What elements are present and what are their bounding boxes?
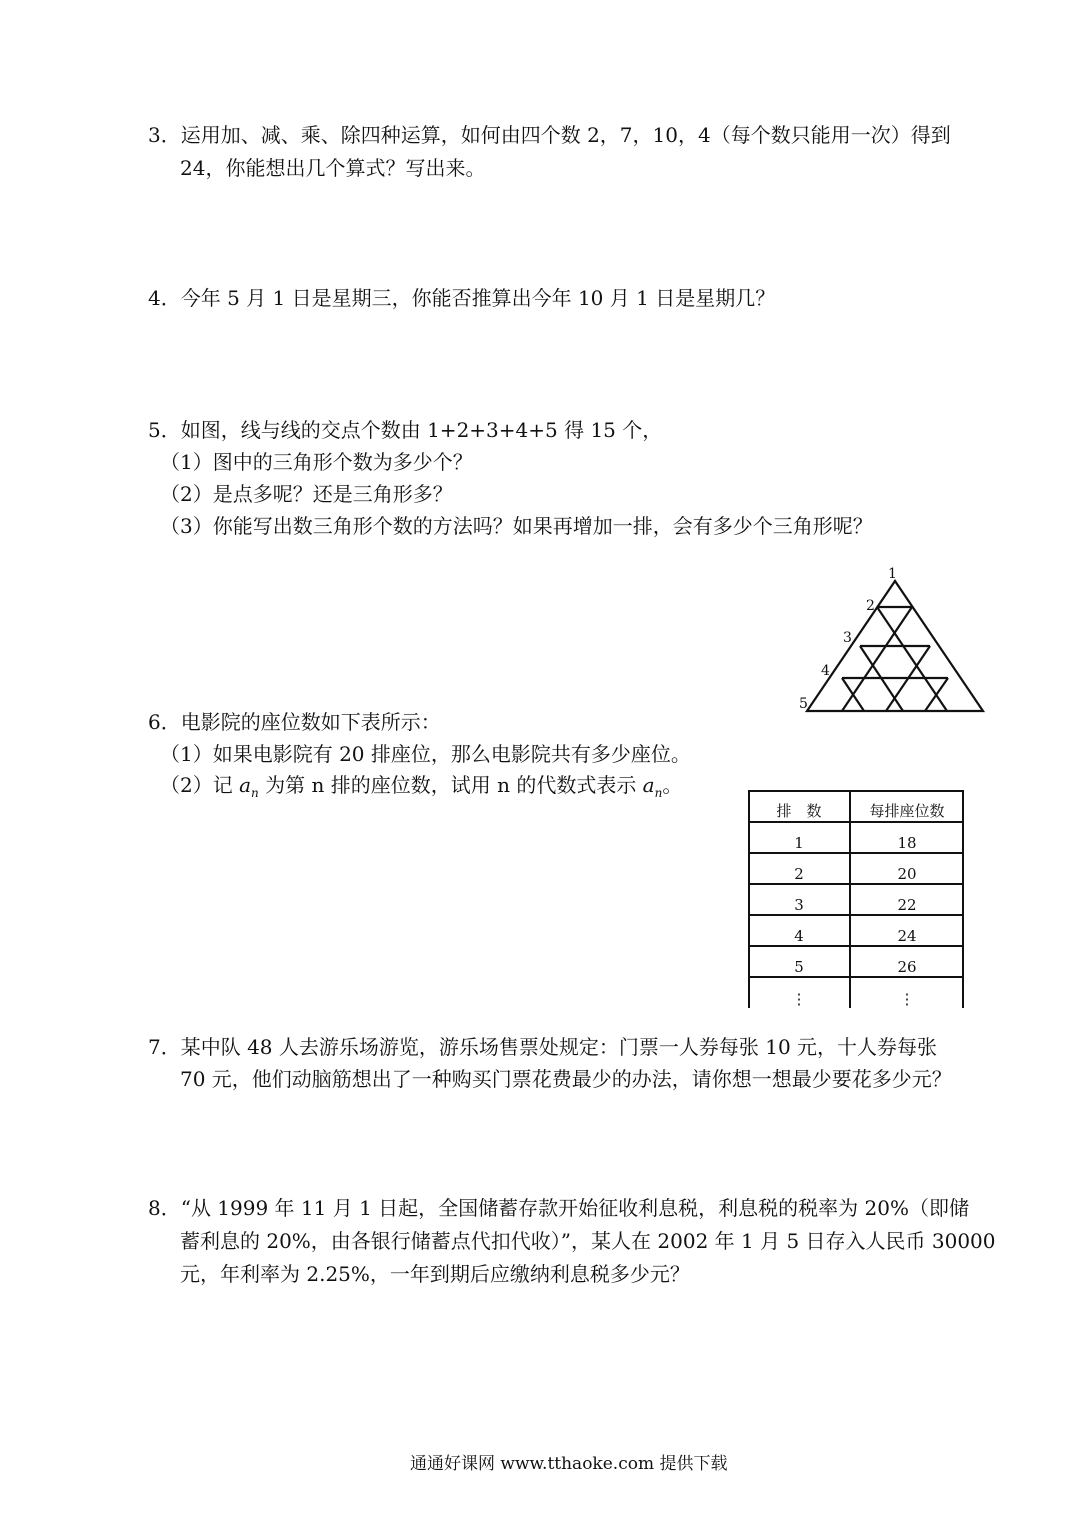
table-header-row <box>748 792 964 823</box>
question-5-part-3: （3）你能写出数三角形个数的方法吗？如果再增加一排，会有多少个三角形呢？ <box>160 514 873 538</box>
seats-cell: 20 <box>897 865 917 883</box>
table-row <box>748 947 964 978</box>
question-6-part-2-suffix: 。 <box>662 773 683 797</box>
question-8-line-1: 8．“从 1999 年 11 月 1 日起，全国储蓄存款开始征收利息税，利息税的税率为 20%（即储 <box>148 1196 969 1220</box>
var-a-n-1 <box>239 773 259 800</box>
row-number-cell: 1 <box>794 834 804 852</box>
figure-label-2: 2 <box>866 598 875 614</box>
question-8-line-3: 元，年利率为 2.25%，一年到期后应缴纳利息税多少元？ <box>180 1262 690 1286</box>
question-5-part-2: （2）是点多呢？还是三角形多？ <box>160 482 453 506</box>
seats-cell: 24 <box>897 927 917 945</box>
figure-label-4: 4 <box>821 663 830 679</box>
row-number-cell: ⋮ <box>791 990 807 1008</box>
figure-label-5: 5 <box>799 696 808 712</box>
seats-cell: 18 <box>897 834 917 852</box>
figure-label-1: 1 <box>888 566 897 582</box>
footer-text: 通通好课网 www.tthaoke.com 提供下载 <box>410 1454 728 1474</box>
table-row <box>748 885 964 916</box>
header-seats-per-row: 每排座位数 <box>869 802 945 820</box>
seats-cell: 22 <box>897 896 917 914</box>
var-a-n-2 <box>642 773 663 800</box>
seat-table <box>748 790 964 1008</box>
var-a: a <box>642 773 655 797</box>
table-row <box>748 978 964 1008</box>
question-7-line-1: 7．某中队 48 人去游乐场游览，游乐场售票处规定：门票一人券每张 10 元，十人券每张 <box>148 1035 938 1059</box>
var-n-subscript: n <box>251 786 259 800</box>
seats-cell: ⋮ <box>899 990 915 1008</box>
table-row <box>748 916 964 947</box>
table-right-border-lower <box>962 978 964 1008</box>
figure-label-3: 3 <box>843 630 852 646</box>
table-row <box>748 823 964 854</box>
header-row-number: 排 数 <box>776 802 822 820</box>
var-n-subscript: n <box>654 786 663 800</box>
row-number-cell: 4 <box>794 927 804 945</box>
question-6-part-2-prefix: （2）记 <box>160 773 240 797</box>
question-6-part-2-middle: 为第 n 排的座位数，试用 n 的代数式表示 <box>258 773 643 797</box>
question-5: 5．如图，线与线的交点个数由 1+2+3+4+5 得 15 个， <box>148 418 663 442</box>
question-6-part-2 <box>160 775 682 799</box>
question-8-line-2: 蓄利息的 20%，由各银行储蓄点代扣代收）”，某人在 2002 年 1 月 5 日存入人民币 30000 <box>180 1229 996 1253</box>
row-number-cell: 3 <box>794 896 804 914</box>
row-number-cell: 5 <box>794 958 804 976</box>
triangle-grid-figure <box>790 560 1000 720</box>
question-3-line-1: 3．运用加、减、乘、除四种运算，如何由四个数 2，7，10，4（每个数只能用一次）得到 <box>148 123 951 147</box>
table-row <box>748 854 964 885</box>
question-3-line-2: 24，你能想出几个算式？写出来。 <box>180 156 486 180</box>
question-5-part-1: （1）图中的三角形个数为多少个？ <box>160 450 473 474</box>
var-a: a <box>239 773 252 797</box>
question-6: 6．电影院的座位数如下表所示： <box>148 710 441 734</box>
question-6-part-1: （1）如果电影院有 20 排座位，那么电影院共有多少座位。 <box>160 742 691 766</box>
seats-cell: 26 <box>897 958 917 976</box>
row-number-cell: 2 <box>794 865 804 883</box>
diag-left-1 <box>842 607 912 711</box>
question-7-line-2: 70 元，他们动脑筋想出了一种购买门票花费最少的办法，请你想一想最少要花多少元？ <box>180 1067 952 1091</box>
question-4: 4．今年 5 月 1 日是星期三，你能否推算出今年 10 月 1 日是星期几？ <box>148 286 776 310</box>
